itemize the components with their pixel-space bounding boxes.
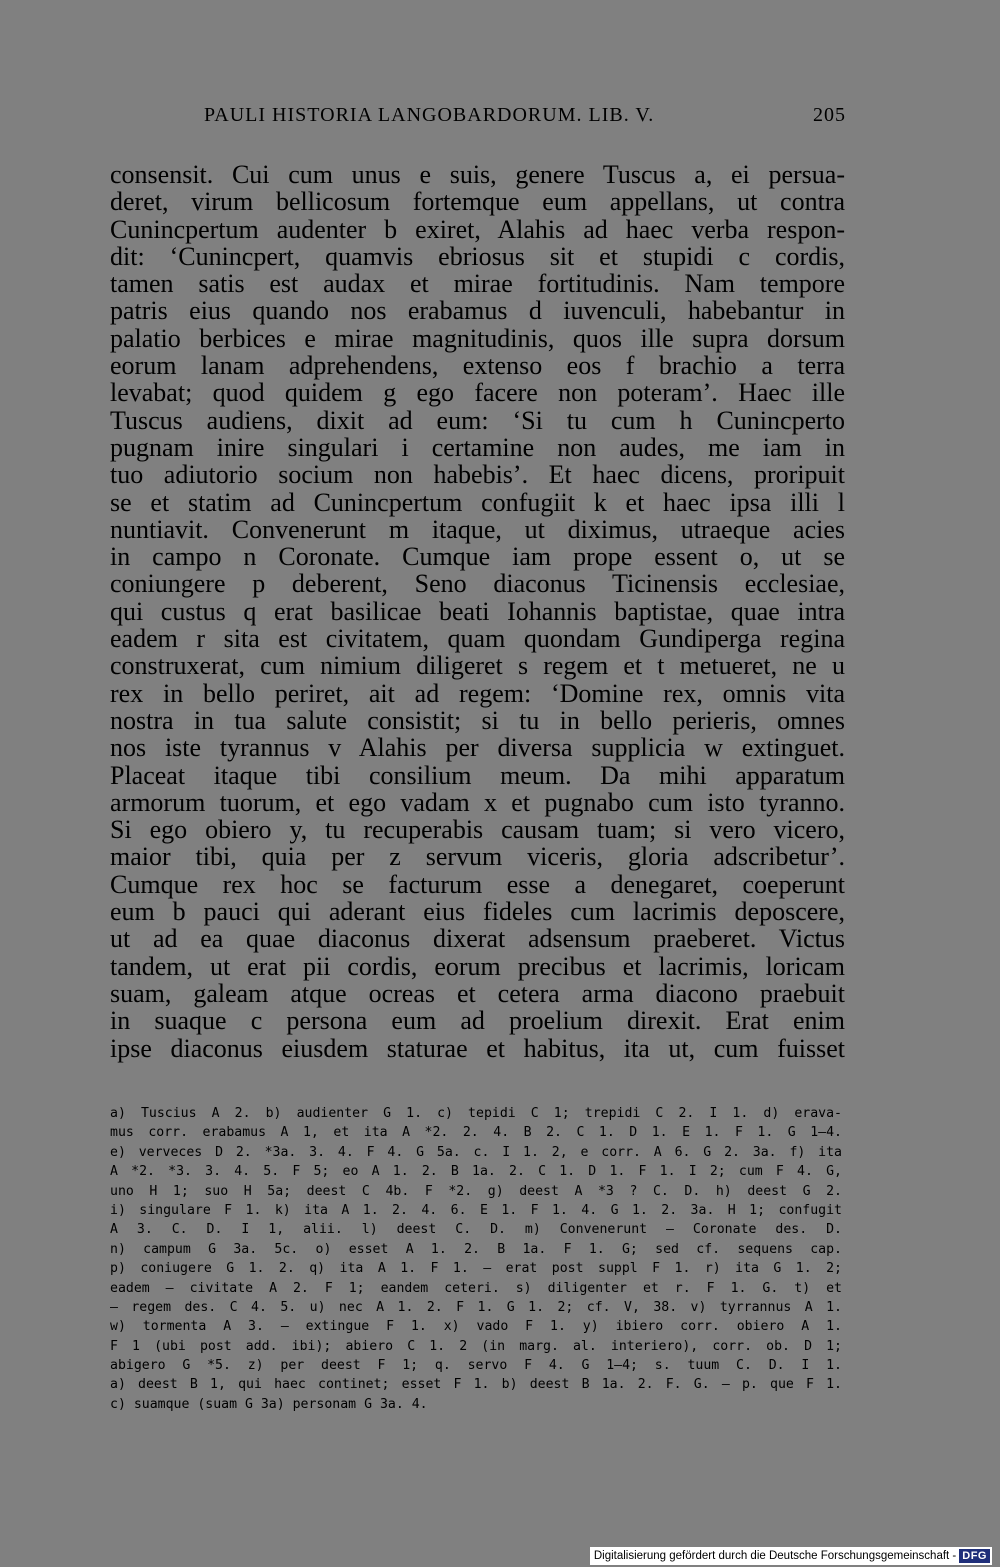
text-line: Cumque rex hoc se facturum esse a denegaret, coeperunt <box>110 869 845 899</box>
text-line: in suaque c persona eum ad proelium direxit. Erat enim <box>110 1006 845 1036</box>
footnote-line: e) verveces D 2. *3a. 3. 4. F 4. G 5a. c. I 1. 2, e corr. A 6. G 2. 3a. f) ita <box>110 1144 842 1160</box>
text-line: Cunincpertum audenter b exiret, Alahis ad haec verba respon- <box>110 214 845 244</box>
footnote-line: w) tormenta A 3. — extingue F 1. x) vado F 1. y) ibiero corr. obiero A 1. <box>110 1319 842 1335</box>
text-line: dit: ‘Cunincpert, quamvis ebriosus sit et stupidi c cordis, <box>110 241 845 271</box>
text-line: nuntiavit. Convenerunt m itaque, ut diximus, utraeque acies <box>110 514 845 544</box>
footnote-line: A 3. C. D. I 1, alii. l) deest C. D. m) Convenerunt — Coronate des. D. <box>110 1222 842 1238</box>
text-line: levabat; quod quidem g ego facere non poteram’. Haec ille <box>110 378 845 408</box>
text-line: in campo n Coronate. Cumque iam prope essent o, ut se <box>110 542 845 572</box>
text-line: ipse diaconus eiusdem staturae et habitus, ita ut, cum fuisset <box>110 1033 845 1063</box>
page-number: 205 <box>813 104 846 126</box>
main-text <box>110 161 845 1062</box>
footnote-line: p) coniugere G 1. 2. q) ita A 1. F 1. — erat post suppl F 1. r) ita G 1. 2; <box>110 1261 842 1277</box>
text-line: Placeat itaque tibi consilium meum. Da mihi apparatum <box>110 760 845 790</box>
text-line: eadem r sita est civitatem, quam quondam Gundiperga regina <box>110 624 845 654</box>
text-line: palatio berbices e mirae magnitudinis, quos ille supra dorsum <box>110 323 845 353</box>
text-line: deret, virum bellicosum fortemque eum appellans, ut contra <box>110 187 845 217</box>
footnote-line: i) singulare F 1. k) ita A 1. 2. 4. 6. E 1. F 1. 4. G 1. 2. 3a. H 1; confugit <box>110 1202 842 1218</box>
footnote-line: c) suamque (suam G 3a) personam G 3a. 4. <box>110 1396 428 1412</box>
text-line: Tuscus audiens, dixit ad eum: ‘Si tu cum h Cunincperto <box>110 405 845 435</box>
text-line: ut ad ea quae diaconus dixerat adsensum praeberet. Victus <box>110 924 845 954</box>
critical-apparatus <box>110 1104 842 1414</box>
footnote-line: eadem — civitate A 2. F 1; eandem ceteri. s) diligenter et r. F 1. G. t) et <box>110 1280 842 1296</box>
text-line: tuo adiutorio socium non habebis’. Et haec dicens, proripuit <box>110 460 845 490</box>
text-line: nos iste tyrannus v Alahis per diversa supplicia w extinguet. <box>110 733 845 763</box>
dfg-logo: DFG <box>959 1549 990 1563</box>
text-line: nostra in tua salute consistit; si tu in bello perieris, omnes <box>110 705 845 735</box>
footnote-line: F 1 (ubi post add. ibi); abiero C 1. 2 (in marg. al. interiero), corr. ob. D 1; <box>110 1338 842 1354</box>
funding-footer <box>590 1547 992 1565</box>
text-line: coniungere p deberent, Seno diaconus Ticinensis ecclesiae, <box>110 569 845 599</box>
running-title: PAULI HISTORIA LANGOBARDORUM. LIB. V. <box>204 104 655 126</box>
text-line: tandem, ut erat pii cordis, eorum precibus et lacrimis, loricam <box>110 951 845 981</box>
footnote-line: a) deest B 1, qui haec continet; esset F 1. b) deest B 1a. 2. F. G. — p. que F 1. <box>110 1377 842 1393</box>
text-line: suam, galeam atque ocreas et cetera arma diacono praebuit <box>110 978 845 1008</box>
text-line: maior tibi, quia per z servum viceris, gloria adscribetur’. <box>110 842 845 872</box>
footnote-line: uno H 1; suo H 5a; deest C 4b. F *2. g) deest A *3 ? C. D. h) deest G 2. <box>110 1183 842 1199</box>
funding-text: Digitalisierung gefördert durch die Deutsche Forschungsgemeinschaft - <box>593 1550 957 1562</box>
text-line: eorum lanam adprehendens, extenso eos f brachio a terra <box>110 351 845 381</box>
text-line: pugnam inire singulari i certamine non audes, me iam in <box>110 432 845 462</box>
text-line: rex in bello periret, ait ad regem: ‘Domine rex, omnis vita <box>110 678 845 708</box>
footnote-line: A *2. *3. 3. 4. 5. F 5; eo A 1. 2. B 1a. 2. C 1. D 1. F 1. I 2; cum F 4. G, <box>110 1164 842 1180</box>
footnote-line: — regem des. C 4. 5. u) nec A 1. 2. F 1. G 1. 2; cf. V, 38. v) tyrrannus A 1. <box>110 1299 842 1315</box>
footnote-line: a) Tuscius A 2. b) audienter G 1. c) tepidi C 1; trepidi C 2. I 1. d) erava- <box>110 1106 842 1121</box>
text-line: consensit. Cui cum unus e suis, genere Tuscus a, ei persua- <box>110 160 845 189</box>
text-line: Si ego obiero y, tu recuperabis causam tuam; si vero vicero, <box>110 815 845 845</box>
text-line: armorum tuorum, et ego vadam x et pugnabo cum isto tyranno. <box>110 787 845 817</box>
text-line: qui custus q erat basilicae beati Iohannis baptistae, quae intra <box>110 596 845 626</box>
footnote-line: abigero G *5. z) per deest F 1; q. servo F 4. G 1—4; s. tuum C. D. I 1. <box>110 1358 842 1374</box>
text-line: eum b pauci qui aderant eius fideles cum lacrimis deposcere, <box>110 897 845 927</box>
footnote-line: mus corr. erabamus A 1, et ita A *2. 2. 4. B 2. C 1. D 1. E 1. F 1. G 1—4. <box>110 1125 842 1141</box>
text-line: se et statim ad Cunincpertum confugiit k et haec ipsa illi l <box>110 487 845 517</box>
running-header <box>110 104 850 134</box>
footnote-line: n) campum G 3a. 5c. o) esset A 1. 2. B 1a. F 1. G; sed cf. sequens cap. <box>110 1241 842 1257</box>
text-line: patris eius quando nos erabamus d iuvenculi, habebantur in <box>110 296 845 326</box>
text-line: tamen satis est audax et mirae fortitudinis. Nam tempore <box>110 269 845 299</box>
text-line: construxerat, cum nimium diligeret s regem et t metueret, ne u <box>110 651 845 681</box>
